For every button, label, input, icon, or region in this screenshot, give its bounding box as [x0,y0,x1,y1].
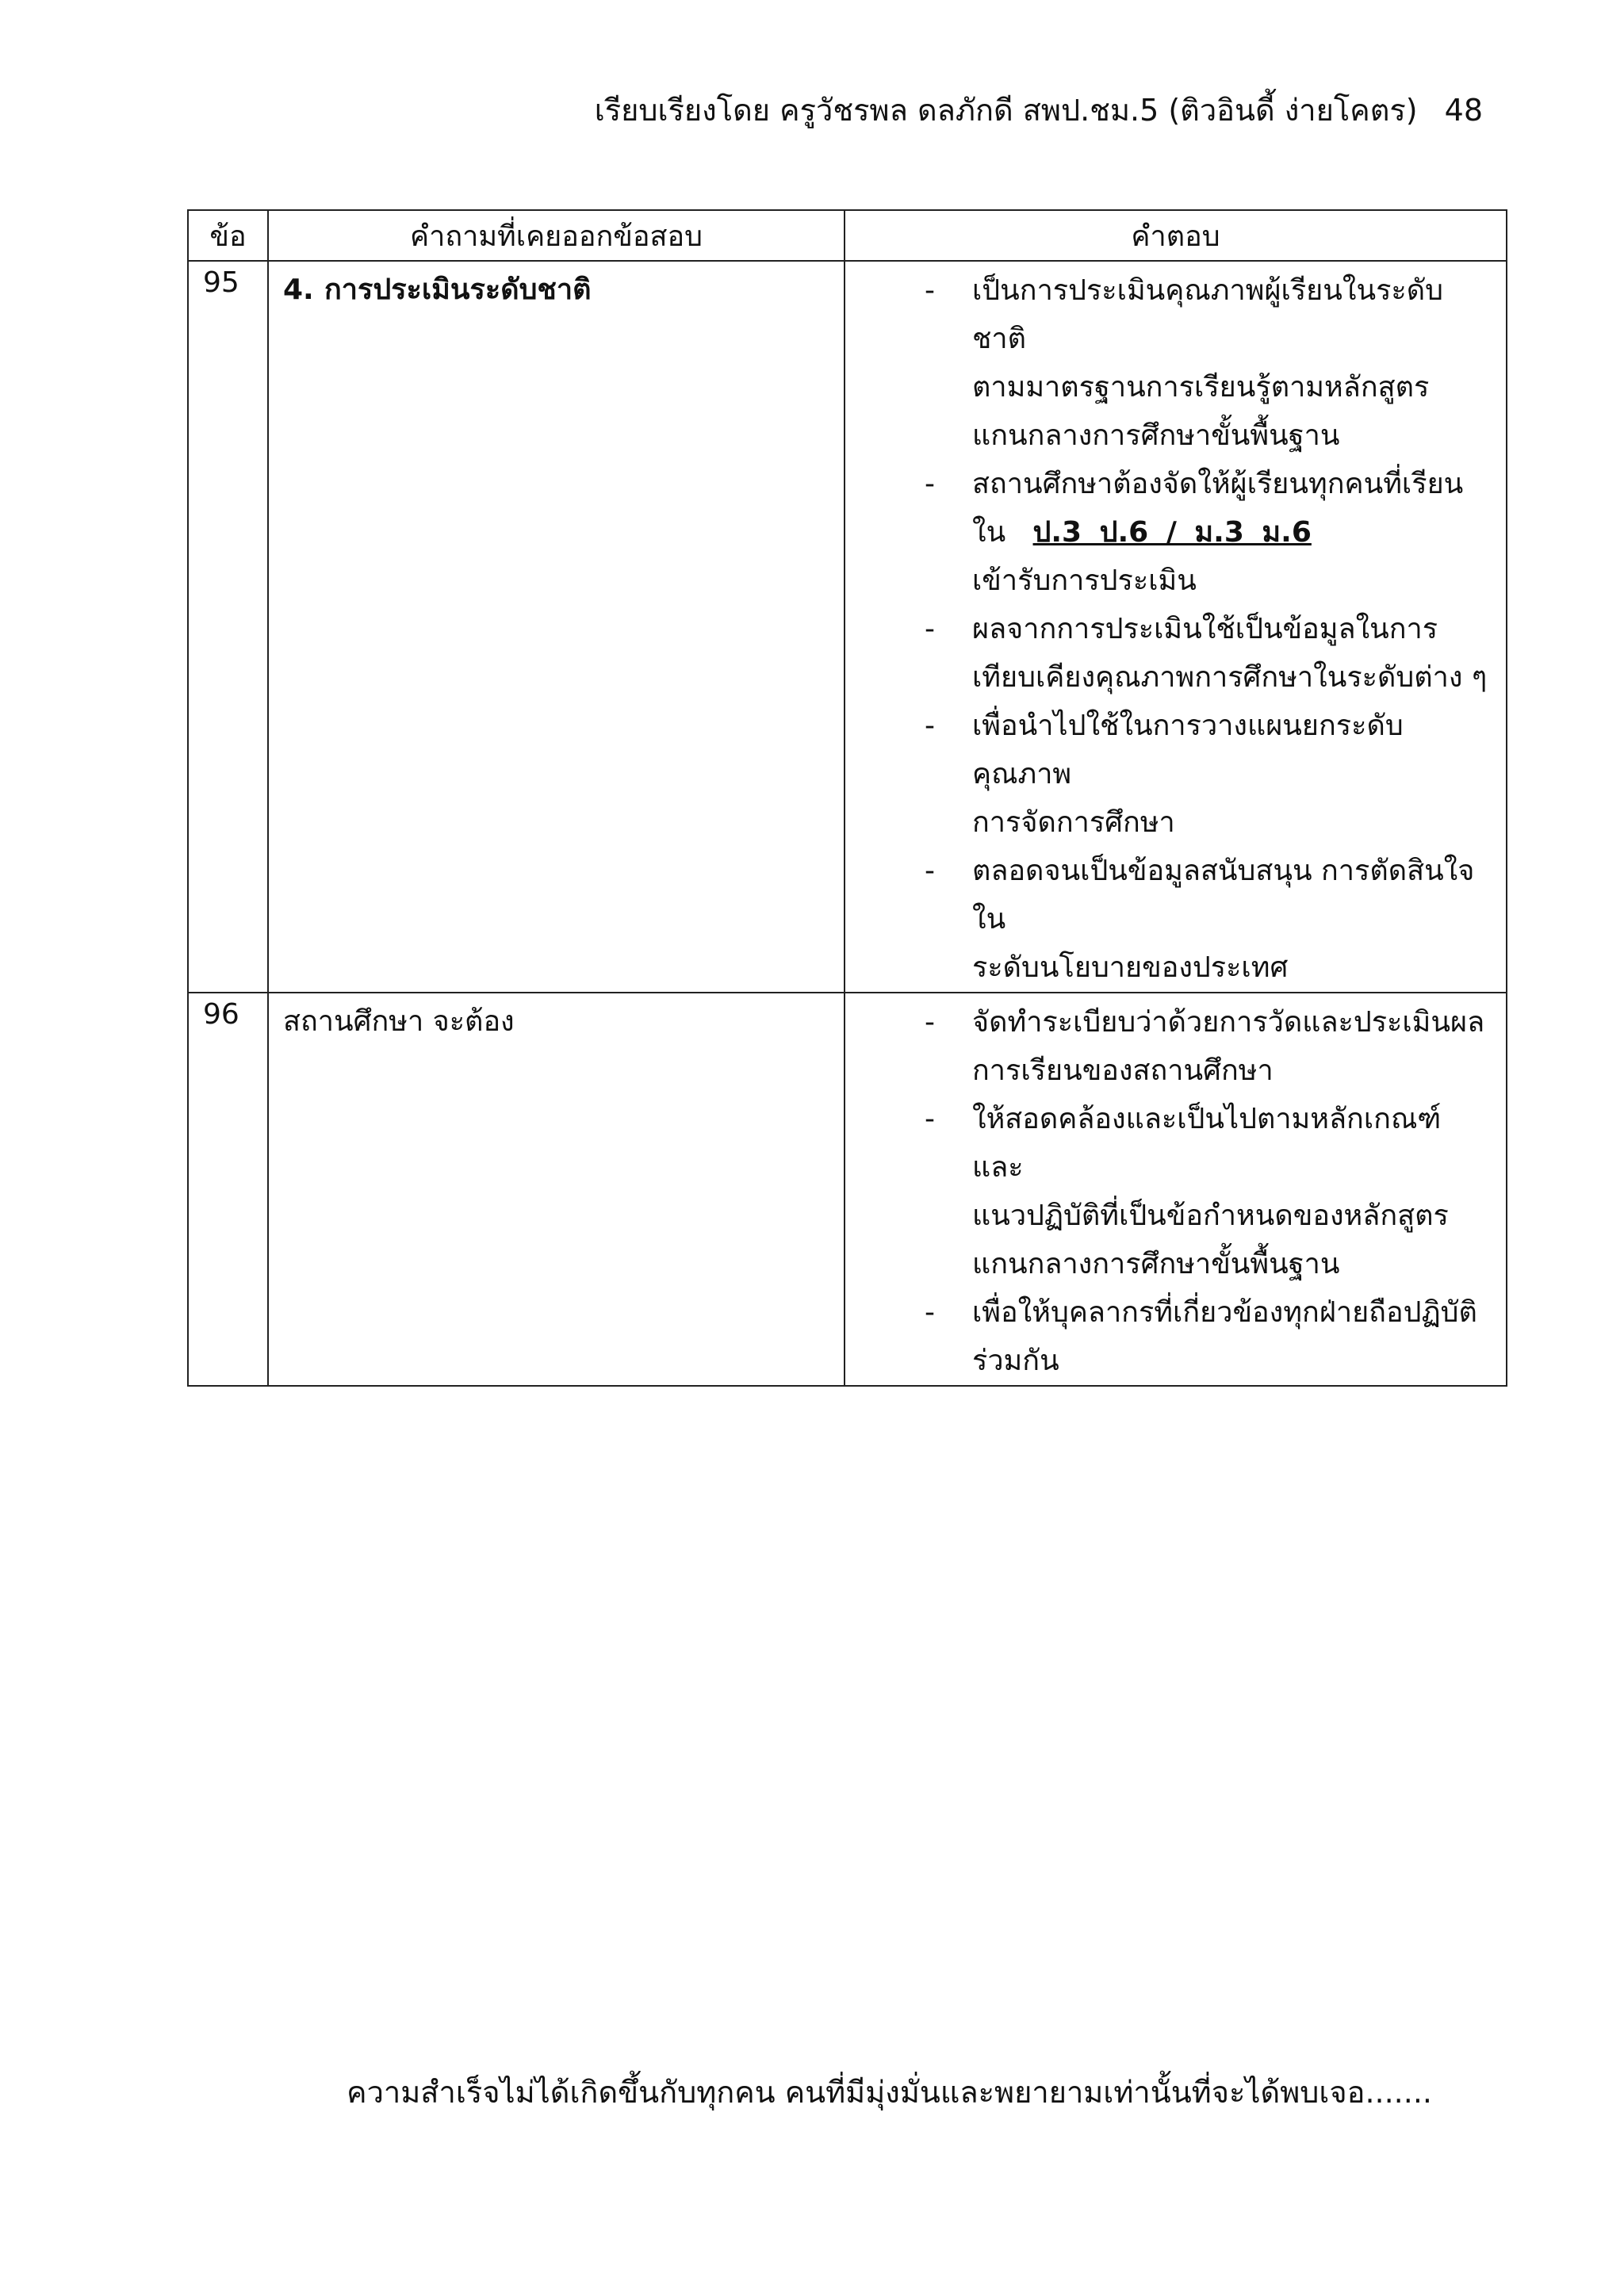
row-number: 95 [188,261,268,993]
row-question [268,261,845,993]
answer-line: ให้สอดคล้องและเป็นไปตามหลักเกณฑ์และ [972,1103,1442,1184]
answer-line: เทียบเคียงคุณภาพการศึกษาในระดับต่าง ๆ [972,661,1488,694]
page-number: 48 [1444,93,1483,128]
page-header [595,86,1483,134]
answer-line: ตลอดจนเป็นข้อมูลสนับสนุน การตัดสินใจใน [972,855,1475,936]
table-row [188,993,1507,1386]
answer-item [925,605,1492,702]
answer-line: ผลจากการประเมินใช้เป็นข้อมูลในการ [972,613,1438,645]
answer-item [925,1288,1492,1385]
question-number: 4. [283,274,314,306]
answer-line: แกนกลางการศึกษาขั้นพื้นฐาน [972,1248,1340,1280]
answer-line: แนวปฏิบัติที่เป็นข้อกำหนดของหลักสูตร [972,1200,1449,1232]
answer-line: เพื่อนำไปใช้ในการวางแผนยกระดับคุณภาพ [972,710,1404,790]
answer-item [925,998,1492,1095]
answer-line: เพื่อให้บุคลากรที่เกี่ยวข้องทุกฝ่ายถือปฏิบัติ [972,1296,1477,1329]
answer-line: ร่วมกัน [972,1345,1059,1377]
question-text: สถานศึกษา จะต้อง [283,1005,515,1038]
answer-line: การจัดการศึกษา [972,806,1175,839]
answer-line: จัดทำระเบียบว่าด้วยการวัดและประเมินผล [972,1006,1485,1039]
answer-item [925,460,1492,605]
answer-line: เข้ารับการประเมิน [972,564,1197,597]
answer-list [860,998,1492,1385]
qa-table [187,209,1507,1387]
page-footer: ความสำเร็จไม่ได้เกิดขึ้นกับทุกคน คนที่มีมุ่งมั่นและพยายามเท่านั้นที่จะได้พบเจอ....... [347,2075,1432,2110]
col-header-answer: คำตอบ [845,210,1507,261]
answer-line: สถานศึกษาต้องจัดให้ผู้เรียนทุกคนที่เรียน [972,468,1464,500]
answer-list [860,266,1492,992]
answer-line: เป็นการประเมินคุณภาพผู้เรียนในระดับชาติ [972,274,1443,355]
answer-item [925,266,1492,460]
grade-levels-emphasis: ป.3 ป.6 / ม.3 ม.6 [1032,516,1312,549]
table-row [188,261,1507,993]
row-question [268,993,845,1386]
answer-line: แกนกลางการศึกษาขั้นพื้นฐาน [972,419,1340,452]
answer-line: ระดับนโยบายของประเทศ [972,951,1289,984]
col-header-question: คำถามที่เคยออกข้อสอบ [268,210,845,261]
row-answer [845,261,1507,993]
answer-line: ตามมาตรฐานการเรียนรู้ตามหลักสูตร [972,371,1430,404]
header-text: เรียบเรียงโดย ครูวัชรพล ดลภักดี สพป.ชม.5 (ติวอินดี้ ง่ายโคตร) [594,93,1418,128]
answer-item [925,1095,1492,1288]
question-text: การประเมินระดับชาติ [324,274,592,306]
answer-line: ใน [972,516,1006,549]
row-answer [845,993,1507,1386]
answer-line: การเรียนของสถานศึกษา [972,1054,1274,1087]
col-header-number: ข้อ [188,210,268,261]
row-number: 96 [188,993,268,1386]
table-header-row [188,210,1507,261]
answer-item [925,702,1492,847]
answer-item [925,847,1492,992]
